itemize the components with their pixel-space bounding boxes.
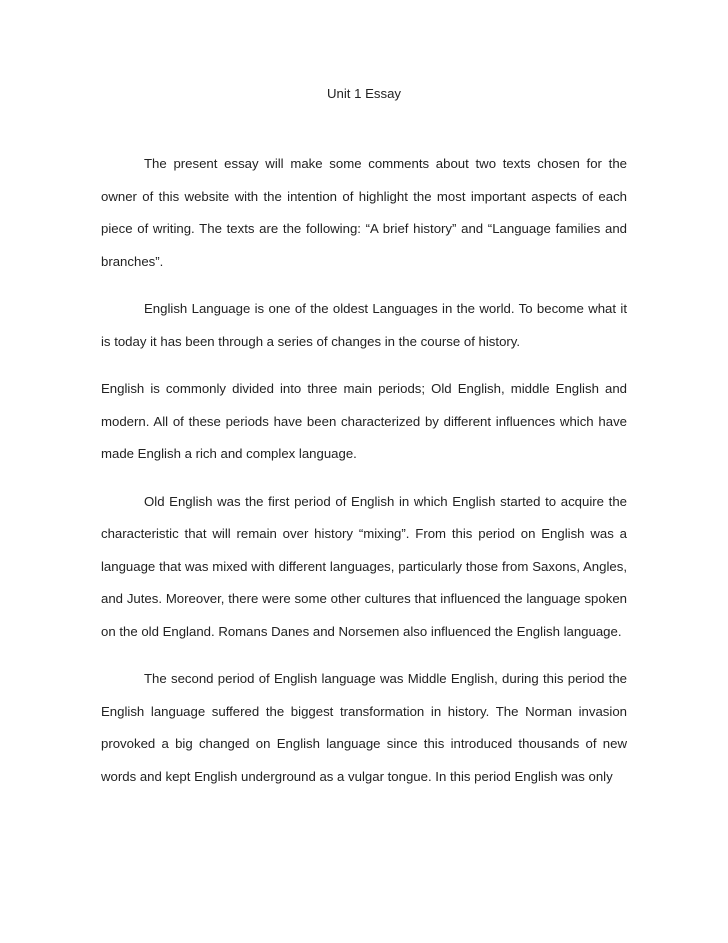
paragraph-history: English Language is one of the oldest Languages in the world. To become what it is today it has been through a series of changes in the course of history. (101, 301, 627, 349)
paragraph-intro: The present essay will make some comments about two texts chosen for the owner of this website with the intention of highlight the most important aspects of each piece of writing. The texts are the following: “A brief history” and “Language families and branches”. (101, 156, 627, 269)
paragraph-old-english: Old English was the first period of English in which English started to acquire the characteristic that will remain over history “mixing”. From this period on English was a language that was mixed with different languages, particularly those from Saxons, Angles, and Jutes. Moreover, there were some other cultures that influenced the language spoken on the old England. Romans Danes and Norsemen also influenced the English language. (101, 493, 627, 639)
page-title: Unit 1 Essay (326, 86, 402, 101)
paragraph-periods: English is commonly divided into three main periods; Old English, middle English and modern. All of these periods have been characterized by different influences which have made English a rich and complex language. (101, 381, 627, 461)
paragraph-middle-english: The second period of English language was Middle English, during this period the English language suffered the biggest transformation in history. The Norman invasion provoked a big changed on English language since this introduced thousands of new words and kept English underground as a vulgar tongue. In this period English was only (101, 671, 627, 784)
document-body (101, 148, 627, 793)
